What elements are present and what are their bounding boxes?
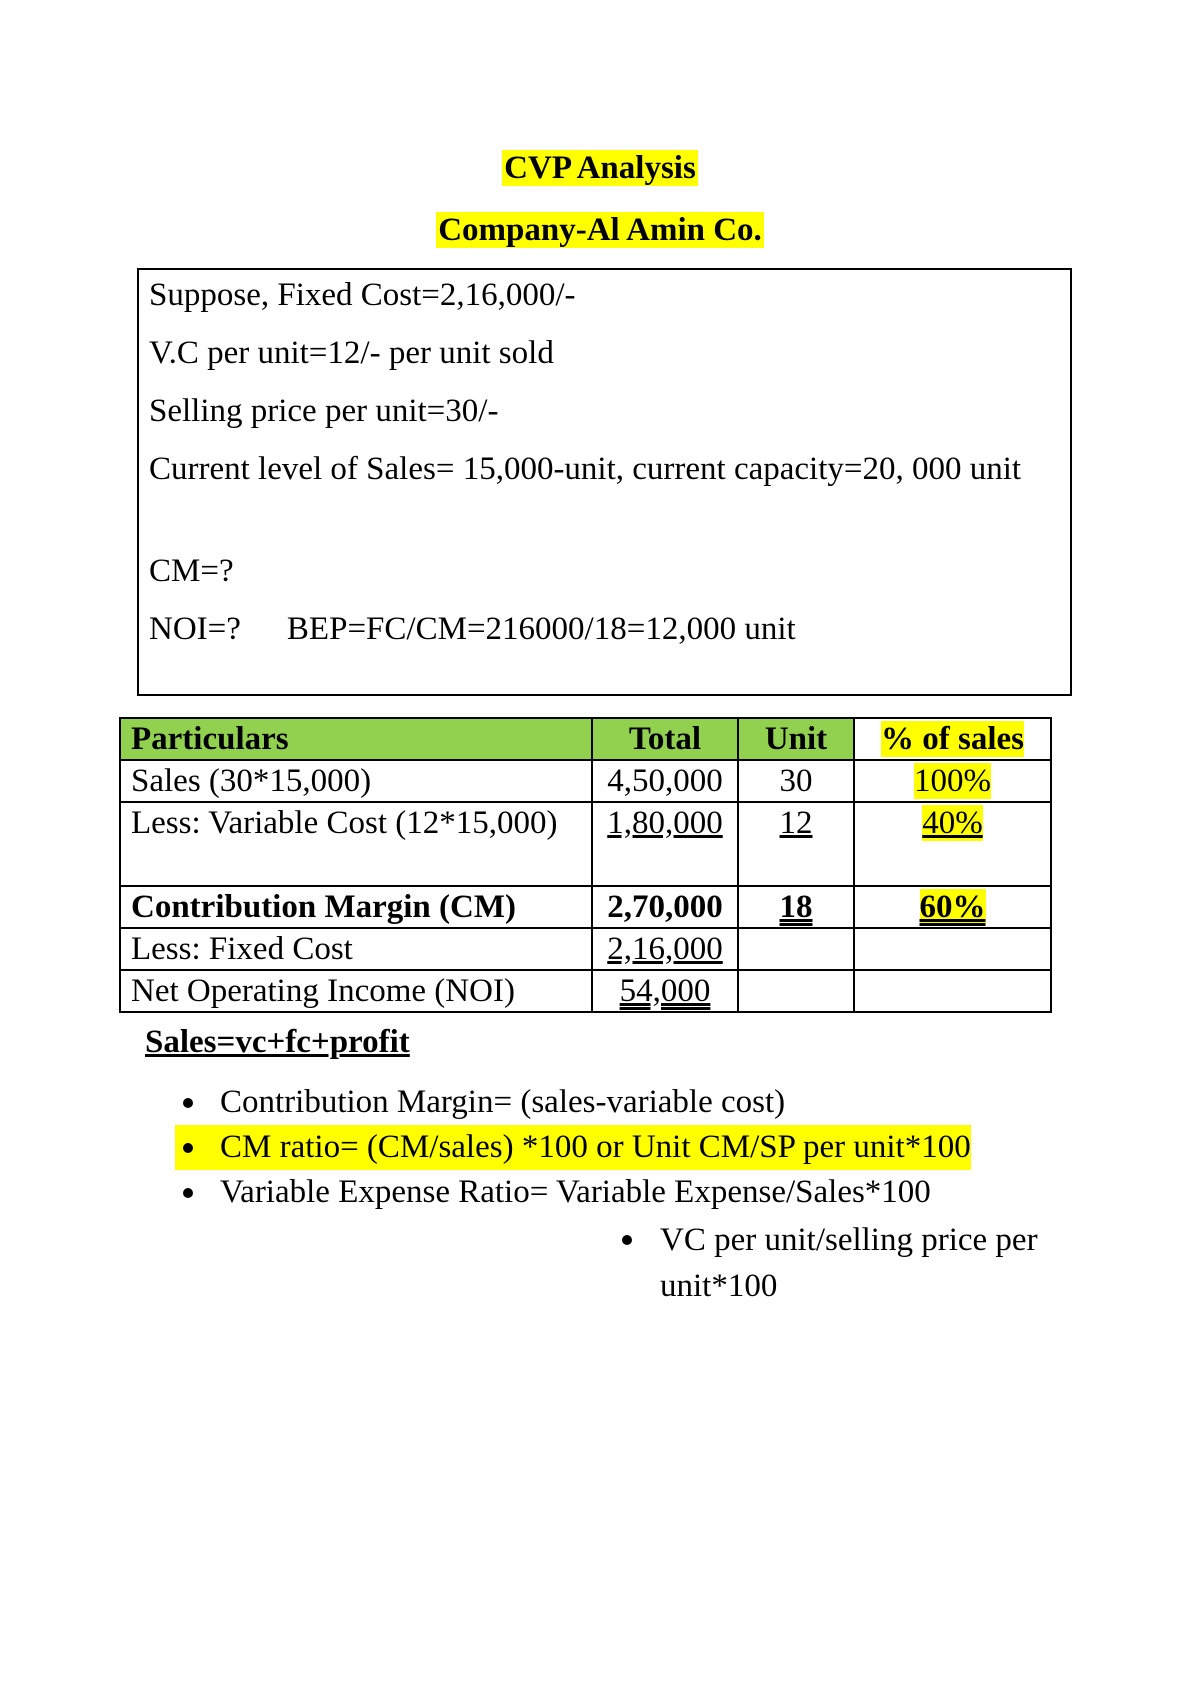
row-unit: 18 bbox=[738, 886, 854, 928]
given-selling-price: Selling price per unit=30/- bbox=[149, 393, 499, 429]
given-noi-bep bbox=[149, 606, 1059, 652]
row-particular: Less: Fixed Cost bbox=[120, 928, 592, 970]
row-pct: 100% bbox=[854, 760, 1051, 802]
table-row bbox=[120, 760, 1051, 802]
row-total: 2,70,000 bbox=[592, 886, 738, 928]
page-title: CVP Analysis bbox=[504, 150, 696, 186]
row-particular: Contribution Margin (CM) bbox=[120, 886, 592, 928]
bullet-icon bbox=[183, 1143, 193, 1153]
list-item: Variable Expense Ratio= Variable Expense/Sales*100 bbox=[175, 1170, 971, 1215]
row-total: 4,50,000 bbox=[592, 760, 738, 802]
row-pct bbox=[854, 970, 1051, 1012]
header-pct-sales: % of sales bbox=[854, 718, 1051, 760]
header-total: Total bbox=[592, 718, 738, 760]
given-vc-per-unit: V.C per unit=12/- per unit sold bbox=[149, 335, 554, 371]
row-particular: Net Operating Income (NOI) bbox=[120, 970, 592, 1012]
sub-note: VC per unit/selling price per unit*100 bbox=[620, 1217, 1080, 1309]
row-pct bbox=[854, 928, 1051, 970]
table-row bbox=[120, 886, 1051, 928]
row-pct: 40% bbox=[854, 802, 1051, 886]
row-particular: Sales (30*15,000) bbox=[120, 760, 592, 802]
company-title: Company-Al Amin Co. bbox=[438, 212, 762, 248]
header-particulars: Particulars bbox=[120, 718, 592, 760]
formula-notes-list bbox=[175, 1080, 971, 1215]
bullet-icon bbox=[183, 1188, 193, 1198]
given-cm: CM=? bbox=[149, 553, 234, 589]
table-row bbox=[120, 802, 1051, 886]
row-particular: Less: Variable Cost (12*15,000) bbox=[120, 802, 592, 886]
row-unit bbox=[738, 928, 854, 970]
list-item: CM ratio= (CM/sales) *100 or Unit CM/SP per unit*100 bbox=[175, 1125, 971, 1170]
given-noi: NOI=? bbox=[149, 611, 241, 647]
given-bep: BEP=FC/CM=216000/18=12,000 unit bbox=[286, 611, 796, 647]
row-pct: 60% bbox=[854, 886, 1051, 928]
row-total: 54,000 bbox=[592, 970, 738, 1012]
bullet-icon bbox=[183, 1098, 193, 1108]
given-sales-level: Current level of Sales= 15,000-unit, current capacity=20, 000 unit bbox=[149, 451, 1022, 487]
row-unit: 12 bbox=[738, 802, 854, 886]
bullet-icon bbox=[622, 1235, 632, 1245]
row-total: 2,16,000 bbox=[592, 928, 738, 970]
header-unit: Unit bbox=[738, 718, 854, 760]
list-item: Contribution Margin= (sales-variable cost) bbox=[175, 1080, 971, 1125]
cvp-income-table bbox=[119, 717, 1052, 1013]
table-row bbox=[120, 928, 1051, 970]
given-fixed-cost: Suppose, Fixed Cost=2,16,000/- bbox=[149, 277, 576, 313]
row-total: 1,80,000 bbox=[592, 802, 738, 886]
sales-formula: Sales=vc+fc+profit bbox=[145, 1024, 410, 1060]
table-header-row bbox=[120, 718, 1051, 760]
row-unit bbox=[738, 970, 854, 1012]
given-data-box bbox=[137, 268, 1072, 696]
row-unit: 30 bbox=[738, 760, 854, 802]
table-row bbox=[120, 970, 1051, 1012]
